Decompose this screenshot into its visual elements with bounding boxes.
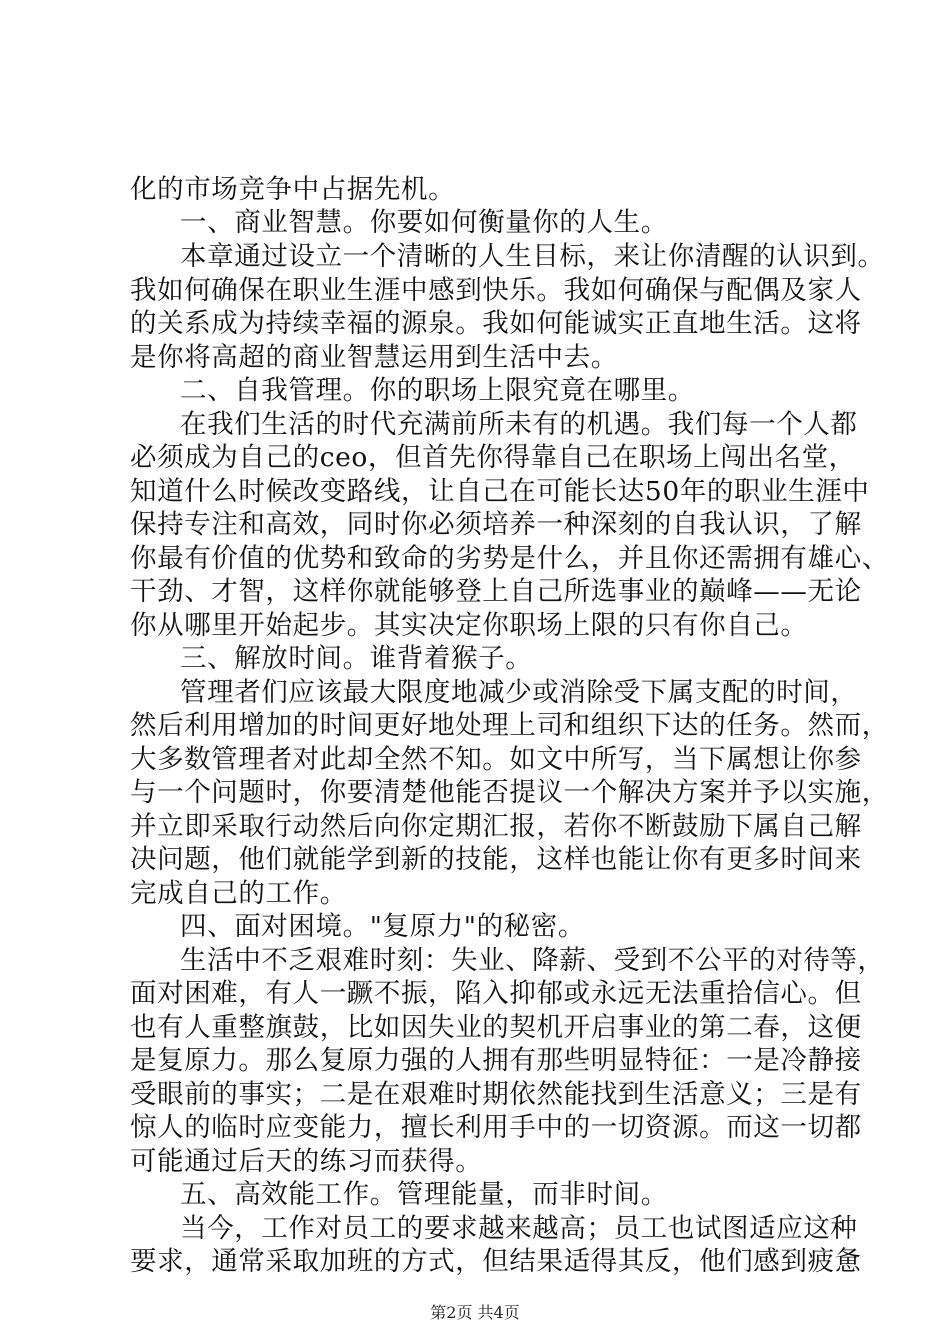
body-line: 并立即采取行动然后向你定期汇报，若你不断鼓励下属自己解 (130, 811, 862, 842)
body-line: 化的市场竞争中占据先机。 (130, 174, 456, 205)
body-line: 本章通过设立一个清晰的人生目标，来让你清醒的认识到。 (180, 241, 885, 272)
body-line: 完成自己的工作。 (130, 878, 347, 909)
section-heading: 三、解放时间。谁背着猴子。 (180, 643, 533, 674)
page-number-footer: 第2页 共4页 (430, 1303, 520, 1322)
body-line: 受眼前的事实；二是在艰难时期依然能找到生活意义；三是有 (130, 1079, 862, 1110)
body-line: 管理者们应该最大限度地减少或消除受下属支配的时间， (180, 677, 858, 708)
body-line: 大多数管理者对此却全然不知。如文中所写，当下属想让你参 (130, 744, 862, 775)
body-line: 惊人的临时应变能力，擅长利用手中的一切资源。而这一切都 (130, 1112, 862, 1143)
body-line: 保持专注和高效，同时你必须培养一种深刻的自我认识，了解 (130, 509, 862, 540)
body-line: 面对困难，有人一蹶不振，陷入抑郁或永远无法重拾信心。但 (130, 978, 862, 1009)
body-line: 决问题，他们就能学到新的技能，这样也能让你有更多时间来 (130, 844, 862, 875)
section-heading: 五、高效能工作。管理能量，而非时间。 (180, 1179, 668, 1210)
body-line: 干劲、才智，这样你就能够登上自己所选事业的巅峰——无论 (130, 576, 862, 607)
body-line: 生活中不乏艰难时刻：失业、降薪、受到不公平的对待等， (180, 945, 885, 976)
body-line: 与一个问题时，你要清楚他能否提议一个解决方案并予以实施， (130, 777, 889, 808)
body-line: 也有人重整旗鼓，比如因失业的契机开启事业的第二春，这便 (130, 1012, 862, 1043)
body-line: 在我们生活的时代充满前所未有的机遇。我们每一个人都 (180, 409, 858, 440)
body-line: 可能通过后天的练习而获得。 (130, 1146, 483, 1177)
body-line: 你从哪里开始起步。其实决定你职场上限的只有你自己。 (130, 610, 808, 641)
body-line: 是你将高超的商业智慧运用到生活中去。 (130, 342, 618, 373)
body-line: 然后利用增加的时间更好地处理上司和组织下达的任务。然而， (130, 710, 889, 741)
body-line: 的关系成为持续幸福的源泉。我如何能诚实正直地生活。这将 (130, 308, 862, 339)
body-line: 要求，通常采取加班的方式，但结果适得其反，他们感到疲惫 (130, 1246, 862, 1277)
body-line: 是复原力。那么复原力强的人拥有那些明显特征：一是冷静接 (130, 1045, 862, 1076)
section-heading: 一、商业智慧。你要如何衡量你的人生。 (180, 207, 668, 238)
body-line: 知道什么时候改变路线，让自己在可能长达50年的职业生涯中 (130, 476, 870, 507)
section-heading: 四、面对困境。"复原力"的秘密。 (180, 911, 585, 942)
body-line: 当今，工作对员工的要求越来越高；员工也试图适应这种 (180, 1213, 858, 1244)
section-heading: 二、自我管理。你的职场上限究竟在哪里。 (180, 375, 695, 406)
body-line: 必须成为自己的ceo，但首先你得靠自己在职场上闯出名堂， (130, 442, 856, 473)
body-line: 你最有价值的优势和致命的劣势是什么，并且你还需拥有雄心、 (130, 543, 889, 574)
body-line: 我如何确保在职业生涯中感到快乐。我如何确保与配偶及家人 (130, 275, 862, 306)
